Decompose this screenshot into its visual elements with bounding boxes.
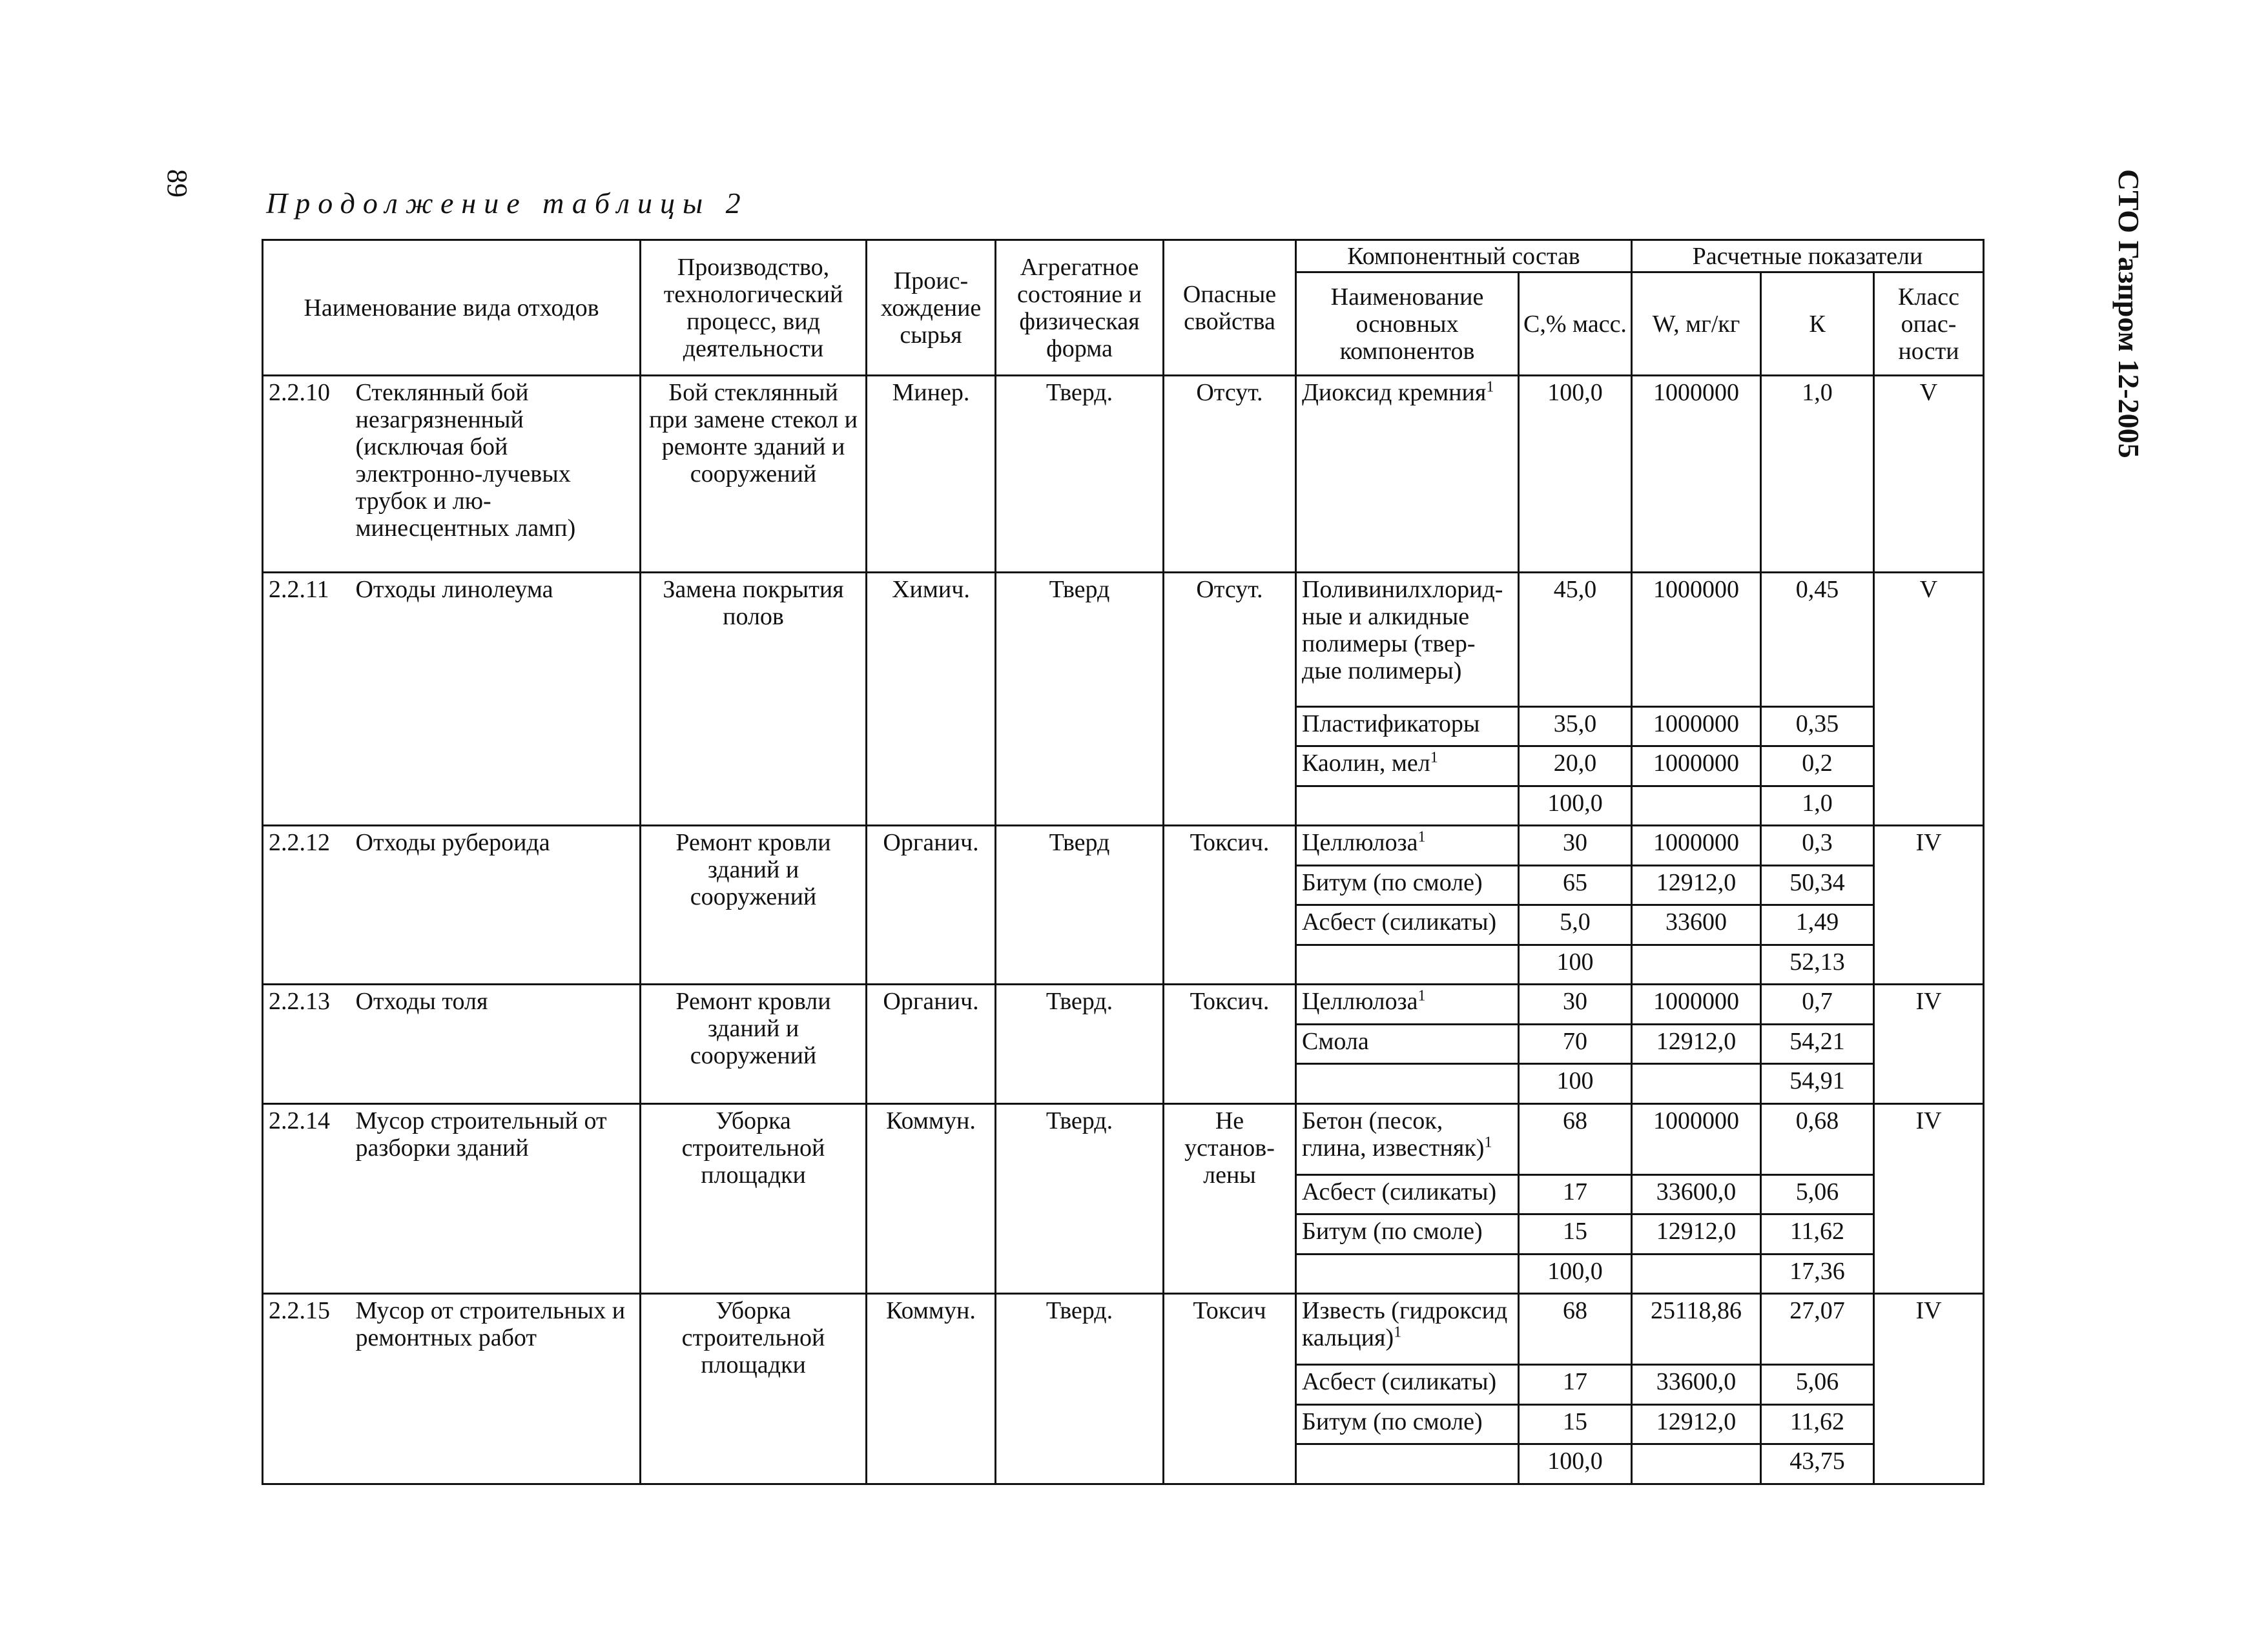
waste-code: 2.2.12 <box>263 826 353 985</box>
waste-origin: Химич. <box>867 573 996 826</box>
total-w-cell <box>1632 1444 1761 1484</box>
waste-state: Тверд. <box>996 376 1164 573</box>
component-k: 0,7 <box>1761 985 1874 1024</box>
component-w: 12912,0 <box>1632 865 1761 905</box>
component-concentration: 5,0 <box>1519 905 1632 945</box>
waste-code: 2.2.11 <box>263 573 353 826</box>
hazard-class: IV <box>1874 985 1984 1103</box>
header-component-name: Наименование основных компонентов <box>1296 272 1519 376</box>
waste-state: Тверд. <box>996 1294 1164 1484</box>
header-w: W, мг/кг <box>1632 272 1761 376</box>
waste-production: Ремонт кровли зданий и сооружений <box>641 826 867 985</box>
table-header <box>263 240 1984 376</box>
component-name <box>1296 1294 1519 1365</box>
table-body <box>263 376 1984 1484</box>
total-k: 54,91 <box>1761 1064 1874 1103</box>
document-code: СТО Газпром 12-2005 <box>2112 169 2145 458</box>
component-k: 0,2 <box>1761 746 1874 786</box>
component-name-text: Битум (по смоле) <box>1302 1218 1483 1245</box>
waste-code: 2.2.15 <box>263 1294 353 1484</box>
component-name <box>1296 1174 1519 1214</box>
component-name-text: Целлюлоза <box>1302 829 1418 857</box>
total-k: 43,75 <box>1761 1444 1874 1484</box>
component-name <box>1296 706 1519 746</box>
component-w: 12912,0 <box>1632 1214 1761 1254</box>
hazard-class: V <box>1874 573 1984 826</box>
component-name-text: Поливинилхлорид-ные и алкидные полимеры (твер-дые полимеры) <box>1302 576 1503 685</box>
table-row <box>263 985 1984 1024</box>
header-hazard: Опасные свойства <box>1164 240 1296 376</box>
component-w: 1000000 <box>1632 573 1761 707</box>
waste-name: Отходы рубероида <box>353 826 641 985</box>
total-concentration: 100,0 <box>1519 786 1632 825</box>
component-concentration: 17 <box>1519 1365 1632 1404</box>
table-row <box>263 1103 1984 1174</box>
waste-state: Тверд. <box>996 1103 1164 1294</box>
footnote-mark: 1 <box>1418 987 1426 1005</box>
waste-name: Отходы линолеума <box>353 573 641 826</box>
footnote-mark: 1 <box>1484 1133 1492 1151</box>
component-w: 1000000 <box>1632 376 1761 573</box>
component-k: 0,45 <box>1761 573 1874 707</box>
component-w: 1000000 <box>1632 1103 1761 1174</box>
component-name-text: Битум (по смоле) <box>1302 868 1483 896</box>
component-w: 1000000 <box>1632 826 1761 865</box>
total-label-cell <box>1296 1064 1519 1103</box>
component-w: 25118,86 <box>1632 1294 1761 1365</box>
waste-state: Тверд <box>996 826 1164 985</box>
total-concentration: 100 <box>1519 945 1632 984</box>
footnote-mark: 1 <box>1394 1324 1402 1341</box>
component-concentration: 30 <box>1519 826 1632 865</box>
component-name <box>1296 1103 1519 1174</box>
component-concentration: 65 <box>1519 865 1632 905</box>
component-name <box>1296 826 1519 865</box>
component-name <box>1296 376 1519 573</box>
footnote-mark: 1 <box>1430 749 1438 766</box>
component-name-text: Диоксид кремния <box>1302 379 1487 406</box>
total-concentration: 100,0 <box>1519 1444 1632 1484</box>
component-name <box>1296 1214 1519 1254</box>
component-name-text: Бетон (песок, глина, известняк) <box>1302 1107 1485 1162</box>
total-concentration: 100 <box>1519 1064 1632 1103</box>
component-w: 33600,0 <box>1632 1365 1761 1404</box>
component-name <box>1296 905 1519 945</box>
component-w: 12912,0 <box>1632 1024 1761 1063</box>
component-name <box>1296 1404 1519 1444</box>
component-k: 5,06 <box>1761 1174 1874 1214</box>
total-label-cell <box>1296 945 1519 984</box>
component-concentration: 45,0 <box>1519 573 1632 707</box>
total-k: 17,36 <box>1761 1254 1874 1293</box>
component-k: 0,3 <box>1761 826 1874 865</box>
waste-origin: Минер. <box>867 376 996 573</box>
component-k: 50,34 <box>1761 865 1874 905</box>
waste-origin: Коммун. <box>867 1294 996 1484</box>
component-k: 27,07 <box>1761 1294 1874 1365</box>
waste-name: Стеклянный бой незагрязненный (исключая бой электронно-лучевых трубок и лю-минесцентных ламп) <box>353 376 641 573</box>
total-w-cell <box>1632 1064 1761 1103</box>
waste-production: Ремонт кровли зданий и сооружений <box>641 985 867 1103</box>
component-concentration: 68 <box>1519 1294 1632 1365</box>
component-k: 5,06 <box>1761 1365 1874 1404</box>
footnote-mark: 1 <box>1486 378 1494 396</box>
component-name-text: Асбест (силикаты) <box>1302 1178 1497 1205</box>
waste-origin: Коммун. <box>867 1103 996 1294</box>
component-concentration: 70 <box>1519 1024 1632 1063</box>
waste-hazard: Не установ-лены <box>1164 1103 1296 1294</box>
header-class: Класс опас-ности <box>1874 272 1984 376</box>
component-concentration: 15 <box>1519 1214 1632 1254</box>
component-k: 1,0 <box>1761 376 1874 573</box>
component-concentration: 20,0 <box>1519 746 1632 786</box>
table-row <box>263 826 1984 865</box>
component-name <box>1296 985 1519 1024</box>
header-indicators: Расчетные показатели <box>1632 240 1984 272</box>
hazard-class: V <box>1874 376 1984 573</box>
header-composition: Компонентный состав <box>1296 240 1632 272</box>
waste-hazard: Отсут. <box>1164 573 1296 826</box>
component-name-text: Каолин, мел <box>1302 750 1430 777</box>
component-name <box>1296 865 1519 905</box>
total-w-cell <box>1632 786 1761 825</box>
header-k: К <box>1761 272 1874 376</box>
header-production: Производство, технологический процесс, вид деятельности <box>641 240 867 376</box>
total-concentration: 100,0 <box>1519 1254 1632 1293</box>
component-name-text: Смола <box>1302 1027 1369 1055</box>
waste-origin: Органич. <box>867 826 996 985</box>
component-k: 11,62 <box>1761 1214 1874 1254</box>
component-k: 1,49 <box>1761 905 1874 945</box>
component-name-text: Асбест (силикаты) <box>1302 1368 1497 1396</box>
hazard-class: IV <box>1874 1103 1984 1294</box>
total-w-cell <box>1632 1254 1761 1293</box>
header-name: Наименование вида отходов <box>263 240 641 376</box>
component-name-text: Известь (гидроксид кальция) <box>1302 1297 1508 1352</box>
table-row <box>263 1294 1984 1365</box>
waste-production: Уборка строительной площадки <box>641 1103 867 1294</box>
component-name <box>1296 746 1519 786</box>
header-concentration: С,% масс. <box>1519 272 1632 376</box>
component-name-text: Целлюлоза <box>1302 988 1418 1016</box>
total-label-cell <box>1296 786 1519 825</box>
table-row <box>263 573 1984 707</box>
total-w-cell <box>1632 945 1761 984</box>
component-name-text: Битум (по смоле) <box>1302 1408 1483 1435</box>
waste-origin: Органич. <box>867 985 996 1103</box>
waste-name: Отходы толя <box>353 985 641 1103</box>
waste-hazard: Отсут. <box>1164 376 1296 573</box>
page-number: 89 <box>161 169 193 198</box>
component-k: 54,21 <box>1761 1024 1874 1063</box>
waste-hazard: Токсич. <box>1164 985 1296 1103</box>
total-k: 1,0 <box>1761 786 1874 825</box>
waste-production: Замена покрытия полов <box>641 573 867 826</box>
waste-code: 2.2.14 <box>263 1103 353 1294</box>
hazard-class: IV <box>1874 1294 1984 1484</box>
component-w: 1000000 <box>1632 985 1761 1024</box>
waste-hazard: Токсич <box>1164 1294 1296 1484</box>
waste-table <box>262 239 1984 1485</box>
component-w: 33600,0 <box>1632 1174 1761 1214</box>
component-name-text: Асбест (силикаты) <box>1302 908 1497 936</box>
component-concentration: 100,0 <box>1519 376 1632 573</box>
component-concentration: 17 <box>1519 1174 1632 1214</box>
component-concentration: 30 <box>1519 985 1632 1024</box>
waste-production: Бой стеклянный при замене стекол и ремонте зданий и сооружений <box>641 376 867 573</box>
component-w: 33600 <box>1632 905 1761 945</box>
waste-code: 2.2.10 <box>263 376 353 573</box>
component-w: 1000000 <box>1632 746 1761 786</box>
waste-name: Мусор строительный от разборки зданий <box>353 1103 641 1294</box>
table-row <box>263 376 1984 573</box>
component-k: 0,68 <box>1761 1103 1874 1174</box>
footnote-mark: 1 <box>1418 828 1426 846</box>
component-name <box>1296 1365 1519 1404</box>
waste-name: Мусор от строительных и ремонтных работ <box>353 1294 641 1484</box>
component-w: 12912,0 <box>1632 1404 1761 1444</box>
component-name-text: Пластификаторы <box>1302 710 1480 737</box>
total-label-cell <box>1296 1444 1519 1484</box>
component-k: 11,62 <box>1761 1404 1874 1444</box>
waste-hazard: Токсич. <box>1164 826 1296 985</box>
total-label-cell <box>1296 1254 1519 1293</box>
total-k: 52,13 <box>1761 945 1874 984</box>
waste-code: 2.2.13 <box>263 985 353 1103</box>
component-concentration: 35,0 <box>1519 706 1632 746</box>
component-k: 0,35 <box>1761 706 1874 746</box>
waste-state: Тверд. <box>996 985 1164 1103</box>
header-state: Агрегатное состояние и физическая форма <box>996 240 1164 376</box>
component-name <box>1296 1024 1519 1063</box>
waste-production: Уборка строительной площадки <box>641 1294 867 1484</box>
table-caption: Продолжение таблицы 2 <box>266 187 748 220</box>
component-name <box>1296 573 1519 707</box>
component-concentration: 68 <box>1519 1103 1632 1174</box>
component-w: 1000000 <box>1632 706 1761 746</box>
hazard-class: IV <box>1874 826 1984 985</box>
waste-state: Тверд <box>996 573 1164 826</box>
component-concentration: 15 <box>1519 1404 1632 1444</box>
header-origin: Проис-хождение сырья <box>867 240 996 376</box>
